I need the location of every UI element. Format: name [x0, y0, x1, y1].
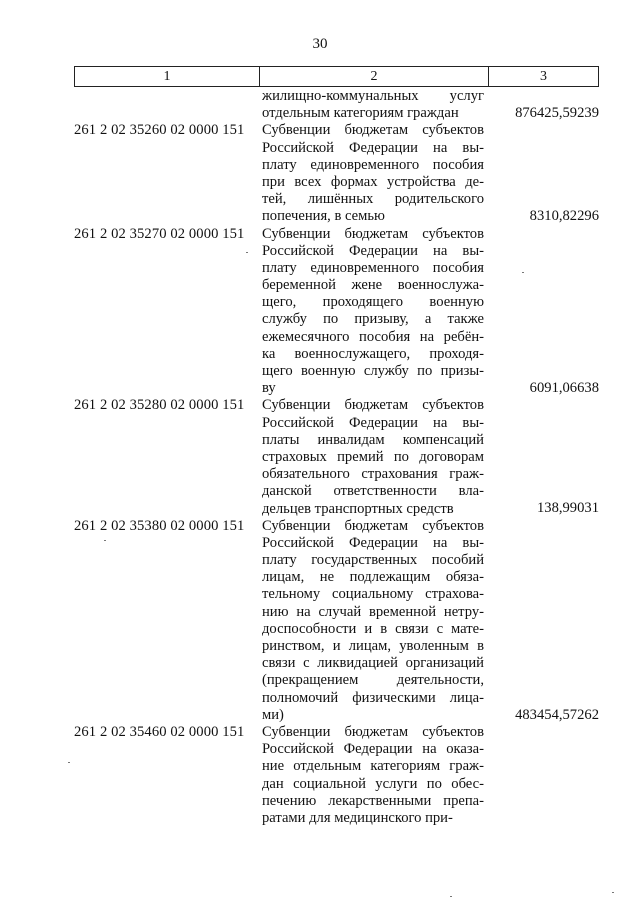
table-header — [74, 66, 599, 87]
description-line: ка военнослужащего, проходя- — [262, 345, 484, 362]
description-line: нию на случай временной нетру- — [262, 603, 484, 620]
description-line: печению лекарственными препа- — [262, 792, 484, 809]
description-line: плату единовременного пособия — [262, 156, 484, 173]
description-line: дельцев транспортных средств — [262, 500, 454, 517]
description-line: страховых премий по договорам — [262, 448, 484, 465]
description-line: Субвенции бюджетам субъектов — [262, 517, 484, 534]
description-line: щего военную службу по призы- — [262, 363, 484, 379]
scan-speck — [68, 762, 70, 763]
revenue-description — [262, 397, 484, 517]
scan-speck — [104, 540, 106, 541]
description-line: ми) — [262, 706, 284, 723]
table-row — [74, 397, 599, 517]
revenue-description — [262, 518, 484, 724]
description-line: лицам, не подлежащим обяза- — [262, 569, 484, 586]
description-line: ратами для медицинского при- — [262, 809, 453, 826]
header-col-3: 3 — [540, 69, 547, 84]
description-line: беременной жене военнослужа- — [262, 277, 484, 294]
amount: 8310,82296 — [529, 208, 599, 225]
budget-code: 261 2 02 35260 02 0000 151 — [74, 122, 245, 139]
table-body — [74, 88, 599, 827]
scan-speck — [246, 252, 248, 253]
amount: 6091,06638 — [529, 380, 599, 397]
description-line: Российской Федерации на вы- — [262, 242, 484, 259]
description-line: Российской Федерации на вы- — [262, 414, 484, 431]
budget-code: 261 2 02 35270 02 0000 151 — [74, 225, 245, 242]
description-line: жилищно-коммунальных услуг — [262, 88, 484, 104]
description-line: платы инвалидам компенсаций — [262, 431, 484, 448]
description-line: отдельным категориям граждан — [262, 105, 459, 122]
scan-speck — [450, 896, 452, 897]
budget-code: 261 2 02 35460 02 0000 151 — [74, 723, 245, 740]
description-line: полномочий физическими лица- — [262, 689, 484, 706]
description-line: ние отдельным категориям граж- — [262, 758, 484, 775]
description-line: Субвенции бюджетам субъектов — [262, 397, 484, 414]
scan-speck — [612, 892, 614, 893]
description-line: плату государственных пособий — [262, 552, 484, 569]
description-line: ринством, и лицам, уволенным в — [262, 638, 484, 654]
description-line: Субвенции бюджетам субъектов — [262, 723, 484, 740]
description-line: попечения, в семью — [262, 208, 385, 225]
description-line: ежемесячного пособия на ребён- — [262, 328, 484, 345]
description-line: Российской Федерации на вы- — [262, 139, 484, 156]
table-row — [74, 88, 599, 122]
description-line: Субвенции бюджетам субъектов — [262, 122, 484, 139]
description-line: связи с ликвидацией организаций — [262, 655, 484, 672]
amount: 138,99031 — [536, 500, 599, 517]
description-line: обязательного страхования граж- — [262, 466, 484, 483]
description-line: Российской Федерации на оказа- — [262, 741, 484, 758]
header-col-1: 1 — [75, 67, 260, 86]
amount: 483454,57262 — [515, 706, 599, 723]
budget-code: 261 2 02 35380 02 0000 151 — [74, 517, 245, 534]
budget-table — [74, 66, 599, 827]
description-line: службу по призыву, а также — [262, 311, 484, 328]
header-col-2: 2 — [260, 67, 489, 86]
revenue-description — [262, 724, 484, 827]
table-row — [74, 518, 599, 724]
description-line: тей, лишённых родительского — [262, 191, 484, 208]
revenue-description — [262, 226, 484, 398]
budget-code: 261 2 02 35280 02 0000 151 — [74, 397, 245, 414]
revenue-description — [262, 88, 484, 122]
table-row — [74, 122, 599, 225]
description-line: (прекращением деятельности, — [262, 672, 484, 689]
description-line: плату единовременного пособия — [262, 259, 484, 276]
description-line: тельному социальному страхова- — [262, 586, 484, 603]
table-row — [74, 226, 599, 398]
scan-speck — [522, 272, 524, 273]
revenue-description — [262, 122, 484, 225]
description-line: при всех формах устройства де- — [262, 173, 484, 190]
description-line: щего, проходящего военную — [262, 294, 484, 311]
description-line: доспособности и в связи с мате- — [262, 620, 484, 637]
description-line: данской ответственности вла- — [262, 483, 484, 500]
page-number: 30 — [312, 36, 328, 52]
description-line: дан социальной услуги по обес- — [262, 775, 484, 792]
description-line: ву — [262, 380, 276, 397]
table-row — [74, 724, 599, 827]
description-line: Субвенции бюджетам субъектов — [262, 225, 484, 242]
description-line: Российской Федерации на вы- — [262, 534, 484, 551]
amount: 876425,59239 — [515, 105, 599, 122]
